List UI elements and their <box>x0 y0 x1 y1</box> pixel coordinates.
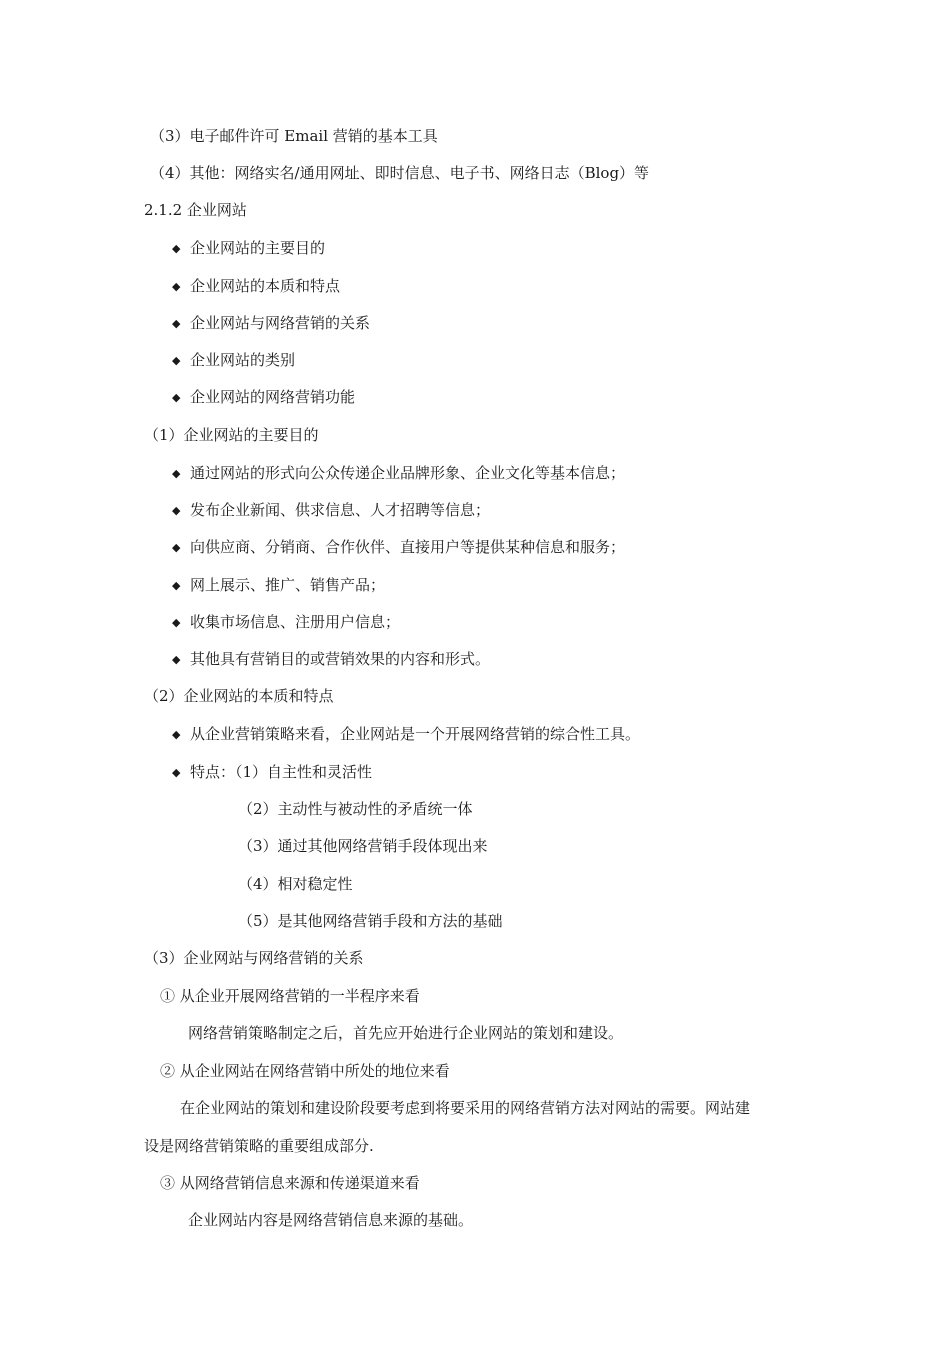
list-item <box>172 500 490 521</box>
list-item-text: 发布企业新闻、供求信息、人才招聘等信息； <box>190 501 491 519</box>
list-item <box>172 387 355 408</box>
list-item <box>172 762 372 783</box>
list-item <box>172 575 385 596</box>
list-item <box>172 463 625 484</box>
bullet-icon: ◆ <box>172 616 181 629</box>
bullet-icon: ◆ <box>172 317 181 330</box>
bullet-icon: ◆ <box>172 504 181 517</box>
subsection-heading: （1）企业网站的主要目的 <box>144 426 319 444</box>
paragraph: 企业网站内容是网络营销信息来源的基础。 <box>188 1211 474 1229</box>
text-line: （3）通过其他网络营销手段体现出来 <box>238 837 488 855</box>
text-line: （3）电子邮件许可 Email 营销的基本工具 <box>150 127 438 145</box>
bullet-icon: ◆ <box>172 541 181 554</box>
list-item <box>172 612 400 633</box>
list-item-text: 企业网站的网络营销功能 <box>190 388 356 406</box>
bullet-icon: ◆ <box>172 280 181 293</box>
text-line: （4）相对稳定性 <box>238 875 353 893</box>
subsection-heading: （3）企业网站与网络营销的关系 <box>144 949 364 967</box>
section-heading: 2.1.2 企业网站 <box>144 201 247 219</box>
list-item <box>172 276 340 297</box>
text-line: （4）其他：网络实名/通用网址、即时信息、电子书、网络日志（Blog）等 <box>150 164 650 182</box>
bullet-icon: ◆ <box>172 242 181 255</box>
list-item-text: 企业网站与网络营销的关系 <box>190 314 371 332</box>
bullet-icon: ◆ <box>172 766 181 779</box>
bullet-icon: ◆ <box>172 653 181 666</box>
text-line: （5）是其他网络营销手段和方法的基础 <box>238 912 503 930</box>
bullet-icon: ◆ <box>172 579 181 592</box>
bullet-icon: ◆ <box>172 354 181 367</box>
list-item-text: 其他具有营销目的或营销效果的内容和形式。 <box>190 650 491 668</box>
list-item <box>172 537 625 558</box>
list-item-text: 特点：（1）自主性和灵活性 <box>190 763 373 781</box>
list-item-text: 企业网站的类别 <box>190 351 296 369</box>
list-item-text: 向供应商、分销商、合作伙伴、直接用户等提供某种信息和服务； <box>190 538 626 556</box>
paragraph: 设是网络营销策略的重要组成部分. <box>144 1137 374 1155</box>
bullet-icon: ◆ <box>172 728 181 741</box>
list-item-text: 企业网站的主要目的 <box>190 239 326 257</box>
text-line: （2）主动性与被动性的矛盾统一体 <box>238 800 473 818</box>
list-item-text: 网上展示、推广、销售产品； <box>190 576 386 594</box>
list-item <box>172 238 325 259</box>
numbered-item: ① 从企业开展网络营销的一半程序来看 <box>160 987 420 1005</box>
list-item <box>172 724 640 745</box>
list-item-text: 通过网站的形式向公众传递企业品牌形象、企业文化等基本信息； <box>190 464 626 482</box>
list-item-text: 收集市场信息、注册用户信息； <box>190 613 401 631</box>
bullet-icon: ◆ <box>172 391 181 404</box>
paragraph: 网络营销策略制定之后，首先应开始进行企业网站的策划和建设。 <box>188 1024 624 1042</box>
subsection-heading: （2）企业网站的本质和特点 <box>144 687 334 705</box>
list-item <box>172 350 295 371</box>
list-item-text: 从企业营销策略来看，企业网站是一个开展网络营销的综合性工具。 <box>190 725 641 743</box>
list-item <box>172 649 490 670</box>
numbered-item: ② 从企业网站在网络营销中所处的地位来看 <box>160 1062 450 1080</box>
list-item <box>172 313 370 334</box>
paragraph: 在企业网站的策划和建设阶段要考虑到将要采用的网络营销方法对网站的需要。网站建 <box>180 1099 751 1117</box>
bullet-icon: ◆ <box>172 467 181 480</box>
list-item-text: 企业网站的本质和特点 <box>190 277 341 295</box>
numbered-item: ③ 从网络营销信息来源和传递渠道来看 <box>160 1174 420 1192</box>
